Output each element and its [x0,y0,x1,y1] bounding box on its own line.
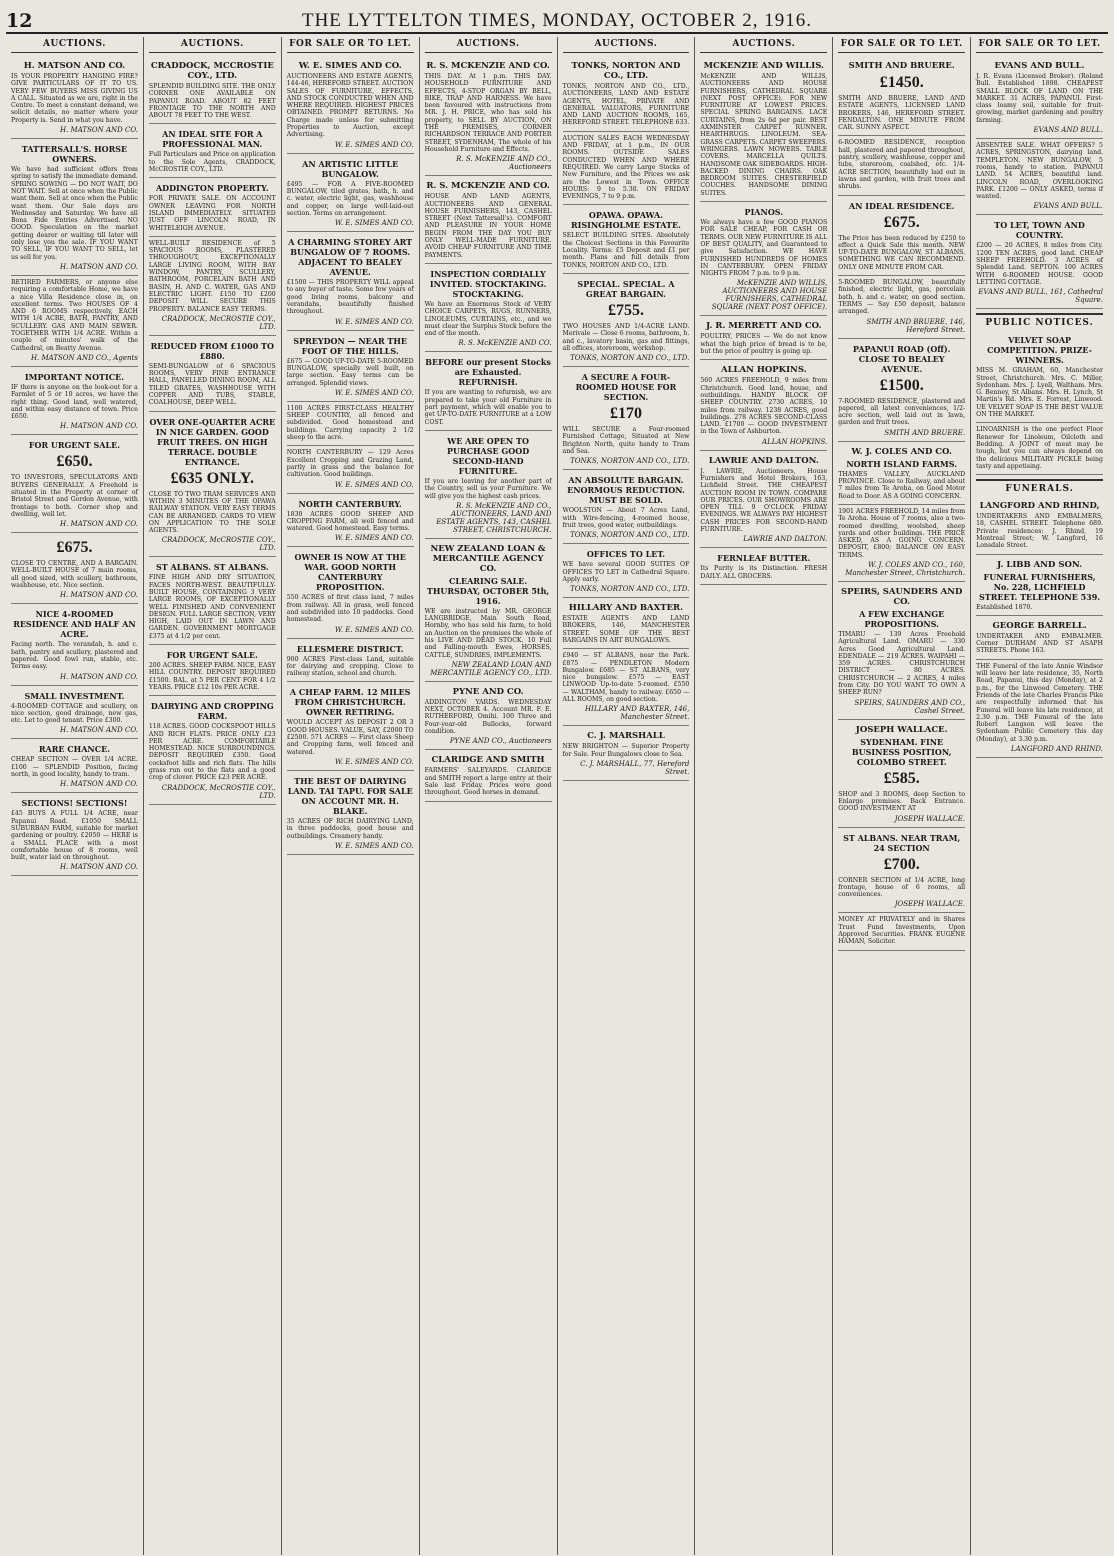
ad-signature: W. J. COLES AND CO., 160, Manchester Street, Christchurch. [845,560,966,577]
ad-body: If you are wanting to refurnish, we are prepared to take your old Furniture in part payment, which will enable you to get UP-TO-DATE FURNITURE at a LOW COST. [424,389,552,426]
ad-heading: SYDENHAM. FINE BUSINESS POSITION, COLOMBO STREET. [851,736,952,767]
advertisement [838,720,965,828]
advertisement [425,431,552,539]
ad-body: THIS DAY. At 1 p.m. THIS DAY. HOUSEHOLD FURNITURE AND EFFECTS, 4-STOP ORGAN BY BELL, BIKE, TRAP AND HARNESS. We have been favoured with instructions from MR. J. H. PRICE, who has sold his property, to SELL BY AUCTION, ON THE PREMISES, CORNER RICHARDSON TERRACE AND PORTER STREET, SYDENHAM, The whole of his Household Furniture and Effects. [424,73,552,153]
ad-signature: R. S. McKENZIE AND CO. [458,339,552,348]
ad-body: AUCTION SALES EACH WEDNESDAY AND FRIDAY, at 1 p.m., IN OUR ROOMS. OUTSIDE SALES CONDUCTED WHEN AND WHERE REQUIRED. We carry Large Stocks of New Furniture, and the Prices we ask are the Lowest in Town. OFFICE HOURS: 9 to 5.30. ON FRIDAY EVENINGS, 7 to 9 p.m. [562,134,690,201]
ad-title: C. J. MARSHALL [587,731,665,742]
ad-body: WOOLSTON — About 7 Acres Land, with Wire-fencing, 4-roomed house, fruit trees, good water, outbuildings. [562,507,690,529]
advertisement [838,339,965,442]
ad-price: £170 [609,405,642,423]
ad-body: We have an Enormous Stock of VERY CHOICE CARPETS, RUGS, RUNNERS, LINOLEUMS, CURTAINS, etc., and we must clear the Surplus Stock before the end of the month. [424,300,552,338]
column-5 [558,37,696,1555]
advertisement [149,645,276,696]
ad-price: £700. [883,855,920,873]
ad-body: TIMARU — 139 Acres Freehold Agricultural Land. OMARU — 330 Acres Good Agricultural Land. EDENDALE — 219 ACRES. WAIPAHI — 359 ACRES. CHRISTCHURCH DISTRICT — 80 ACRES. CHRISTCHURCH — 2 ACRES, 4 miles from City. DO YOU WANT TO OWN A SHEEP RUN? [838,630,966,697]
ad-heading: OWNER IS NOW AT THE WAR. GOOD NORTH CANTERBURY PROPOSITION. [294,552,406,593]
ad-title: EVANS AND BULL. [994,61,1085,71]
advertisement [425,352,552,430]
advertisement [287,56,414,154]
ad-signature: H. MATSON AND CO. [60,863,138,872]
advertisement [287,446,414,493]
advertisement [838,56,965,136]
ad-signature: H. MATSON AND CO. [60,591,138,600]
ad-body: McKENZIE AND WILLIS, AUCTIONEERS AND HOUSE FURNISHERS, CATHEDRAL SQUARE (NEXT POST OFFICE). FOR NEW FURNITURE AT LOWEST PRICES. SPECIAL SPRING BARGAINS. LACE CURTAINS, from 2s 6d per pair. BEST AXMINSTER CARPET RUNNER. HEARTHRUGS. LINOLEUM. SEA-GRASS CARPETS. CARPET SWEEPERS. WRINGERS. LAWN MOWERS. TABLE COVERS. MARCELLA QUILTS. HANDSOME OAK SIDEBOARDS. HIGH-BACKED DINING CHAIRS. OAK BEDROOM SUITES. CHESTERFIELD COUCHES. HANDSOME DINING SUITES. [700,73,828,197]
column-7 [833,37,971,1555]
ad-body: UNDERTAKERS AND EMBALMERS, 18, CASHEL STREET. Telephone 689. Private residences: J. Rhind, 19 Montreal Street; W. Langford, 16 Lonsdale Street. [976,513,1103,550]
ad-heading: WE ARE OPEN TO PURCHASE GOOD SECOND-HAND FURNITURE. [446,435,530,476]
ad-body: CLOSE TO TWO TRAM SERVICES AND WITHIN 3 MINUTES OF THE OPAWA RAILWAY STATION. VERY EASY TERMS CAN BE ARRANGED. CARDS TO VIEW ON APPLICATION TO THE SOLE AGENTS. [148,490,276,535]
ad-heading: AN ABSOLUTE BARGAIN. ENORMOUS REDUCTION. MUST BE SOLD. [567,475,685,506]
ad-body: ESTATE AGENTS AND LAND BROKERS, 146, MANCHESTER STREET. SOME OF THE BEST BARGAINS IN ART BUNGALOWS. [562,615,690,644]
ad-heading: RARE CHANCE. [38,744,110,755]
advertisement [149,412,276,558]
column-header: AUCTIONS. [425,37,552,53]
ad-body: 6-ROOMED RESIDENCE, reception hall, plastered and papered throughout, pantry, scullery, washhouse, copper and tubs, storeroom, coalshed, etc. 1/4-ACRE SECTION, beautifully laid out in lawns and garden, with fruit trees and shrubs. [838,139,966,191]
ad-title: J. R. MERRETT AND CO. [706,321,822,332]
advertisement [11,367,138,435]
column-1 [6,37,144,1555]
advertisement [700,360,827,450]
ad-price: £1500. [879,376,924,394]
ad-body: SEMI-BUNGALOW of 6 SPACIOUS ROOMS, VERY FINE ENTRANCE HALL, PANELLED DINING ROOM, ALL TILED GRATES, WASHHOUSE WITH COPPER AND TUBS, STABLE, COALHOUSE, DEEP WELL. [148,362,276,407]
advertisement [838,505,965,582]
ad-title: W. J. COLES AND CO. [851,446,952,457]
ad-heading: OVER ONE-QUARTER ACRE IN NICE GARDEN. GOOD FRUIT TREES. ON HIGH TERRACE. DOUBLE ENTRANCE. [149,416,276,467]
advertisement [425,176,552,264]
section-heading: FUNERALS. [976,479,1103,494]
advertisement [11,276,138,367]
ad-signature: H. MATSON AND CO., Agents [30,353,138,362]
ad-body: AUCTIONEERS AND ESTATE AGENTS, 144-46, HEREFORD STREET. AUCTION SALES OF FURNITURE, EFFECTS, AND STOCK CONDUCTED WHEN AND WHERE REQUIRED. HIGHEST PRICES OBTAINED. PROMPT RETURNS. No Charge made unless for submitting Properties to Auction, except Advertising. [286,73,414,139]
advertisement [287,771,414,855]
advertisement [287,494,414,548]
advertisement [563,544,690,598]
ad-heading: ST ALBANS. ST ALBANS. [156,562,269,573]
ad-heading: A CHEAP FARM. 12 MILES FROM CHRISTCHURCH. OWNER RETIRING. [289,687,411,718]
ad-heading: A FEW EXCHANGE PROPOSITIONS. [859,608,945,629]
advertisement [287,154,414,232]
ad-title: ALLAN HOPKINS. [720,365,807,376]
ad-body: TWO HOUSES AND 1/4-ACRE LAND. Merivale — Close 6 rooms, bathroom, h. and c., lavatory basin, gas and fittings, all offices, storeroom, workshop. [562,322,690,352]
ad-signature: W. E. SIMES AND CO. [334,757,414,766]
advertisement [563,56,690,132]
advertisement [149,336,276,412]
advertisement [563,367,690,470]
advertisement [976,555,1103,616]
advertisement [149,178,276,236]
ad-signature: W. E. SIMES AND CO. [334,841,414,850]
advertisement [976,496,1103,554]
ad-signature: SMITH AND BRUERE. [884,428,966,437]
ad-signature: H. MATSON AND CO. [60,422,138,431]
ad-body: SHOP and 3 ROOMS, deep Section to Enlarge premises. Back Entrance. GOOD INVESTMENT AT [838,790,966,813]
ad-body: IF there is anyone on the look-out for a Farmlet of 5 or 10 acres, we have the right thing. Good land, well watered, and within easy distance of town. Price £650. [11,383,138,421]
ad-heading: TO LET, TOWN AND COUNTRY. [994,220,1085,241]
ad-signature: EVANS AND BULL. [1033,202,1103,211]
ad-title: LANGFORD AND RHIND, [979,501,1100,512]
ad-title: CRADDOCK, MCCROSTIE COY., LTD. [150,61,274,81]
ad-body: Its Purity is its Distinction. FRESH DAILY. ALL GROCERS. [700,565,828,580]
ad-body: WILL SECURE a Four-roomed Furnished Cottage, Situated at New Brighton North, quite handy to Tram and Sea. [562,426,690,456]
ad-body: The Price has been reduced by £250 to effect a Quick Sale this month. NEW UP-TO-DATE BUNGALOW, ST ALBANS. SOMETHING WE CAN RECOMMEND. ONLY ONE MINUTE FROM CAR. [838,234,966,271]
advertisement [149,557,276,645]
advertisement [976,330,1103,423]
ad-body: THE Funeral of the late Annie Windsor will leave her late residence, 35, North Road, Papanui, this day (Monday), at 2 p.m., for the Linwood Cemetery. THE Friends of the late Charles Francis Pike are respectfully informed that his Funeral will leave his late residence, at 2.30 p.m. THE Funeral of the late Robert Langson will leave the Sydenham Public Cemetery this day (Monday), at 3.30 p.m. [976,662,1103,743]
ad-signature: HILLARY AND BAXTER, 146, Manchester Street. [584,705,690,722]
column-header: AUCTIONS. [563,37,690,53]
column-3 [282,37,420,1555]
ad-body: TONKS, NORTON AND CO., LTD., AUCTIONEERS, LAND AND ESTATE AGENTS, HOTEL, PRIVATE AND GENERAL VALUATORS, FURNITURE AND LAND AUCTION ROOMS, 165, HEREFORD STREET. TELEPHONE 633. [562,83,690,127]
advertisement [838,196,965,276]
advertisement [149,124,276,178]
column-4 [420,37,558,1555]
ad-body: MONEY AT PRIVATELY and in Shares Trust Fund Investments, Upon Approved Securities. FRANK EUGENE HAMAN, Solicitor. [838,916,966,946]
ad-signature: R. S. McKENZIE AND CO., AUCTIONEERS, LAND AND ESTATE AGENTS, 143, CASHEL STREET, CHRISTCHURCH. [436,501,552,534]
ad-body: 1830 ACRES GOOD SHEEP AND CROPPING FARM, all well fenced and watered. Good homestead. Easy terms. [286,510,414,533]
section-heading: PUBLIC NOTICES. [976,313,1103,328]
ad-signature: TONKS, NORTON AND CO., LTD. [570,354,690,363]
ad-heading: FERNLEAF BUTTER. [717,553,811,564]
ad-body: 35 ACRES OF RICH DAIRYING LAND, in three paddocks, good house and outbuildings. Creamery handy. [286,817,414,840]
ad-signature: W. E. SIMES AND CO. [334,625,414,634]
ad-heading: SMALL INVESTMENT. [24,690,125,701]
ad-body: £1500 — THIS PROPERTY WILL appeal to any buyer of taste. Some few years of good living rooms, balcony and verandahs, beautifully finished throughout. [286,279,414,316]
column-8 [971,37,1108,1555]
advertisement [976,56,1103,139]
ad-title: JOSEPH WALLACE. [855,724,948,735]
advertisement [976,660,1103,758]
ad-body: MISS M. GRAHAM, 60, Manchester Street, Christchurch. Mrs. C. Miller, Sydenham. Mrs. J. Lyell, Waltham. Mrs. G. Benney, St Albans. Mrs. H. Lynch, St Martin's Rd. Mrs. E. Forrest, Linwood. UE VELVET SOAP IS THE BEST VALUE ON THE MARKET. [976,367,1103,419]
ad-body: FINE HIGH AND DRY SITUATION, FACES NORTH-WEST. BEAUTIFULLY-BUILT HOUSE, CONTAINING 3 VERY LARGE ROOMS, OF EXCEPTIONALLY WELL FINISHED AND CONVENIENT DESIGN. FULL LARGE SECTION, VERY HIGH, LAID OUT IN LAWN AND GARDEN. GOVERNMENT MORTGAGE £375 at 4 1/2 per cent. [148,574,276,640]
ad-body: IS YOUR PROPERTY HANGING FIRE? GIVE PARTICULARS OF IT TO US. VERY FEW BUYERS MISS GIVING US A CALL. Situated as we are, right in the Centre. To meet a constant demand, we solicit details, no matter where your Property is. Send in what you have. [11,73,138,124]
ad-signature: H. MATSON AND CO. [60,262,138,271]
ad-price: £585. [883,769,920,787]
ad-title: MCKENZIE AND WILLIS. [703,61,824,71]
advertisement [425,682,552,750]
ad-body: 560 ACRES FREEHOLD, 9 miles from Christchurch. Good land, house, and outbuildings. HANDY BLOCK OF SHEEP COUNTRY. 2730 ACRES, 10 miles from railway. 1238 ACRES, good buildings. 278 ACRES SECOND-CLASS LAND. £1700 — GOOD INVESTMENT in the Town of Ashburton. [700,377,828,436]
ad-body: WE have several GOOD SUITES OF OFFICES TO LET in Cathedral Square. Apply early. [562,561,690,583]
ad-heading: REDUCED FROM £1000 TO £880. [150,340,274,361]
ad-body: 1901 ACRES FREEHOLD, 14 miles from Te Aroha. House of 7 rooms, also a two-roomed dwelling, woolshed, sheep yards and other buildings. THE PRICE ASKED, AS A GOING CONCERN. DEPOSIT, £800; BALANCE ON EASY TERMS. [838,507,966,559]
ad-price: £675. [883,213,920,231]
ad-signature: TONKS, NORTON AND CO., LTD. [570,585,690,594]
ad-heading: CLEARING SALE. THURSDAY, OCTOBER 5th, 1916. [426,575,550,606]
column-header: AUCTIONS. [149,37,276,53]
ad-body: 900 ACRES First-class Land, suitable for dairying and cropping. Close to railway station, school and church. [286,655,414,678]
ad-body: SPLENDID BUILDING SITE. THE ONLY CORNER ONE AVAILABLE ON PAPANUI ROAD. ABOUT 82 FEET FRONTAGE TO THE NORTH AND ABOUT 78 FEET TO THE WEST. [148,83,276,120]
ad-body: WELL-BUILT RESIDENCE of 5 SPACIOUS ROOMS, PLASTERED THROUGHOUT, EXCEPTIONALLY LARGE LIVING ROOM, WITH BAY WINDOW, PANTRY, SCULLERY, BATHROOM, PORCELAIN BATH AND BASIN, H. AND C. WATER, GAS AND ELECTRIC LIGHT. £150 TO £200 DEPOSIT WILL SECURE THIS PROPERTY. BALANCE EASY TERMS. [148,239,276,313]
ad-signature: H. MATSON AND CO. [60,780,138,789]
ad-signature: R. S. McKENZIE AND CO., Auctioneers [456,155,552,172]
ad-signature: EVANS AND BULL, 161, Cathedral Square. [978,288,1103,305]
advertisement [149,237,276,336]
ad-body: 7-ROOMED RESIDENCE, plastered and papered, all latest conveniences, 1/2-acre section, well laid out in lawn, garden and fruit trees. [838,397,966,427]
ad-body: CHEAP SECTION — OVER 1/4 ACRE. £100 — SPLENDID Position, facing north, in good locality, handy to tram. [11,756,138,779]
ad-title: R. S. MCKENZIE AND CO. [426,181,550,192]
advertisement [563,598,690,649]
ad-heading: ST ALBANS. NEAR TRAM, 24 SECTION [843,832,961,853]
ad-body: £200 — 20 ACRES, 8 miles from City. 1200 TEN ACRES, good land. CHEAP SHEEP FREEHOLD. 3 ACRES of Splendid Land. SEPTON. 100 ACRES WITH 6-ROOMED HOUSE. GOOD LETTING COTTAGE. [976,242,1103,286]
ad-heading: AN ARTISTIC LITTLE BUNGALOW. [302,158,399,179]
ad-body: WE are instructed by MR. GEORGE LANGBRIDGE, Main South Road, Hornby, who has sold his farm, to hold an Auction on the premises the whole of his LIVE AND DEAD STOCK. 10 Full and Falling-mouth Ewes, HORSES, CATTLE, SUNDRIES, IMPLEMENTS. [424,607,552,659]
advertisement [700,451,827,549]
advertisement [976,215,1103,309]
ad-price: £650. [56,453,93,471]
ad-signature: H. MATSON AND CO. [60,672,138,681]
columns-container [6,37,1108,1555]
ad-signature: W. E. SIMES AND CO. [334,534,414,543]
ad-body: UNDERTAKER AND EMBALMER. Corner DURHAM AND ST ASAPH STREETS. Phone 163. [976,632,1103,655]
ad-body: LINOARNISH is the one perfect Floor Renewer for Linoleum, Oilcloth and Bedding. A JOINT of meat may be tough, but you can always depend on the delicious MILITARY PICKLE being tasty and appetising. [976,426,1103,470]
ad-title: SPEIRS, SAUNDERS AND CO. [840,586,963,607]
ad-signature: W. E. SIMES AND CO. [334,140,414,149]
ad-title: NEW ZEALAND LOAN & MERCANTILE AGENCY CO. [430,543,546,574]
advertisement [287,547,414,638]
ad-signature: SPEIRS, SAUNDERS AND CO., Cashel Street. [854,698,966,715]
ad-price: £1450. [879,74,924,91]
ad-heading: SPECIAL. SPECIAL. A GREAT BARGAIN. [577,278,675,299]
ad-signature: EVANS AND BULL. [1033,126,1103,135]
ad-body: RETIRED FARMERS, or anyone else requiring a comfortable Home, we have a nice Villa Residence close in, on excellent terms. Two HOUSES OF 4 AND 6 ROOMS respectively, EACH WITH 1/4 ACRE, BATH, PANTRY, AND SCULLERY. GAS AND MAIN SEWER. TOGETHER WITH 1/4 ACRE. Within a couple of minutes' walk of the Cathedral, on Beatty Avenue. [11,278,138,352]
ad-price: £635 ONLY. [170,469,254,487]
column-header: FOR SALE OR TO LET. [287,37,414,53]
ad-signature: W. E. SIMES AND CO. [334,388,414,397]
ad-body: 1100 ACRES FIRST-CLASS HEALTHY SHEEP COUNTRY, all fenced and subdivided. Good homestead and buildings. Carrying capacity 2 1/2 sheep to the acre. [286,404,414,442]
advertisement [11,604,138,685]
advertisement [425,56,552,176]
ad-title: LAWRIE AND DALTON. [708,455,819,466]
ad-heading: OPAWA. OPAWA. RISINGHOLME ESTATE. [570,210,681,231]
advertisement [11,686,138,740]
ad-signature: W. E. SIMES AND CO. [334,317,414,326]
ad-heading: THE BEST OF DAIRYING LAND. TAI TAPU. FOR SALE ON ACCOUNT MR. H. BLAKE. [287,775,413,816]
ad-heading: PIANOS. [744,207,784,218]
ad-body: £940 — ST ALBANS, near the Park. £875 — PENDLETON Modern Bungalow. £685 — ST ALBANS, very nice bungalow. £575 — EAST LINWOOD Up-to-date 5-roomed. £550 — WALTHAM, handy to railway. £650 — ALL ROOMS, on good section. [562,652,690,704]
ad-signature: McKENZIE AND WILLIS, AUCTIONEERS AND HOUSE FURNISHERS, CATHEDRAL SQUARE (NEXT POST OFFICE). [711,279,828,312]
ad-heading: NORTH ISLAND FARMS. [846,458,958,469]
ad-body: ABSENTEE SALE. WHAT OFFERS? 5 ACRES, SPRINGSTON, dairying land. TEMPLETON. NEW BUNGALOW, 5 rooms, handy to station. PAPANUI LAND. 54 ACRES, beautiful land. LINCOLN ROAD, OVERLOOKING PARK. £1200 — ONLY ASKED, terms if wanted. [976,142,1103,201]
ad-heading: A SECURE A FOUR-ROOMED HOUSE FOR SECTION. [575,372,677,403]
ad-heading: NICE 4-ROOMED RESIDENCE AND HALF AN ACRE. [13,609,136,640]
ad-heading: FOR URGENT SALE. [166,650,258,661]
ad-signature: W. E. SIMES AND CO. [334,219,414,228]
advertisement [425,539,552,682]
advertisement [976,616,1103,660]
ad-body: FARMERS' SALEYARDS. CLARIDGE and SMITH report a large entry at their Sale last Friday. Prices were good throughout. Good horses in demand. [424,767,552,797]
ad-title: W. E. SIMES AND CO. [298,61,402,71]
ad-signature: LAWRIE AND DALTON. [743,535,828,544]
advertisement [149,696,276,804]
ad-body: TO INVESTORS, SPECULATORS AND BUYERS GENERALLY. A Freehold is situated in the Property at corner of Bristol Street and Gordon Avenue, with frontage to both. Corner shop and dwelling, well let. [11,474,138,518]
advertisement [700,56,827,202]
advertisement [838,582,965,720]
ad-body: CLOSE TO CENTRE, AND A BARGAIN. WELL-BUILT HOUSE of 7 main rooms, all good sized, with scullery, bathroom, washhouse, etc. Nice section. [11,560,138,590]
ad-heading: OFFICES TO LET. [586,549,666,560]
advertisement [11,435,138,533]
advertisement [425,264,552,352]
advertisement [287,402,414,446]
ad-heading: PAPANUI ROAD (Off). CLOSE TO BEALEY AVENUE. [852,343,951,374]
ad-title: CLARIDGE AND SMITH [431,755,545,766]
ad-body: 200 ACRES. SHEEP FARM. NICE, EASY HILL COUNTRY. DEPOSIT REQUIRED £1500. BAL. at 5 PER CENT FOR 4 1/2 YEARS. PRICE £12 10s PER ACRE. [148,662,276,691]
ad-heading: TATTERSALL'S. HORSE OWNERS. [21,144,128,165]
ad-title: HILLARY AND BAXTER. [568,603,684,614]
ad-signature: CRADDOCK, McCROSTIE COY., LTD. [161,536,276,553]
advertisement [287,682,414,770]
ad-title: J. LIBB AND SON. [997,559,1083,570]
advertisement [425,750,552,801]
ad-body: 118 ACRES. GOOD COCKSPOOT HILLS AND RICH FLATS. PRICE ONLY £23 PER ACRE. COMFORTABLE HOMESTEAD. NICE SURROUNDINGS. DEPOSIT REQUIRED £350. Good cocksfoot hills and rich flats. The hills grass run out to the flats and a good crop of clover. PRICE £23 PER ACRE. [148,723,276,782]
ad-signature: TONKS, NORTON AND CO., LTD. [570,531,690,540]
ad-heading: INSPECTION CORDIALLY INVITED. STOCKTAKING. STOCKTAKING. [429,268,547,299]
ad-signature: H. MATSON AND CO. [60,126,138,135]
ad-signature: W. E. SIMES AND CO. [334,480,414,489]
advertisement [149,56,276,124]
ad-body: FOR PRIVATE SALE. ON ACCOUNT OWNER LEAVING FOR NORTH ISLAND IMMEDIATELY. SITUATED JUST OFF LINCOLN ROAD, IN WHITELEIGH AVENUE. [148,195,276,232]
ad-heading: VELVET SOAP COMPETITION. PRIZE-WINNERS. [987,335,1092,366]
ad-signature: ALLAN HOPKINS. [762,437,828,446]
advertisement [838,913,965,950]
ad-body: We have had sufficient offers from spring to satisfy the immediate demand. SPRING SOWING — DO NOT WAIT, DO NOT WAIT. Sell at once when the Public want them. Sell at once when the Public want them. Our Sale days are Wednesday and Saturday. We have all Bona Fide Entries Advertised. NO GOOD. Speculation on the market getting dearer or waiting till later will only lose you the sale. IF YOU WANT TO SELL, IF YOU WANT TO SELL, let us sell for you. [11,166,138,261]
page-number: 12 [6,10,33,32]
ad-heading: ELLESMERE DISTRICT. [296,643,404,654]
ad-price: £755. [607,301,644,319]
column-6 [695,37,833,1555]
ad-body: ADDINGTON YARDS. WEDNESDAY NEXT, OCTOBER 4. Account MR. F. E. RUTHERFORD, Omihi. 100 Three and Four-year-old Bullocks, forward condition. [424,698,552,736]
ad-body: J. LAWRIE, Auctioneers, House Furnishers and Hotel Brokers, 163, Lichfield Street. THE CHEAPEST AUCTION ROOM IN TOWN. COMPARE OUR PRICES. OUR SHOWROOMS ARE OPEN TILL 9 O'CLOCK FRIDAY EVENINGS. WE ALWAYS PAY HIGHEST CASH PRICES FOR SECOND-HAND FURNITURE. [700,467,828,534]
ad-body: £45 BUYS A FULL 1/4 ACRE, near Papanui Road. £1050 SMALL SUBURBAN FARM, suitable for market gardening or poultry. £2050 — HERE is a SMALL PLACE with a most comfortable house of 8 rooms, well built, water laid on throughout. [11,810,138,862]
advertisement [700,316,827,360]
advertisement [838,136,965,195]
advertisement [976,423,1103,475]
advertisement [976,139,1103,215]
ad-body: POULTRY, PRICES — We do not know what the high price of bread is to be, but the price of poultry is going up. [700,333,828,356]
ad-body: We always have a few GOOD PIANOS FOR SALE CHEAP, FOR CASH OR TERMS. OUR NEW FURNITURE IS ALL OF BEST QUALITY, and Guaranteed to give Satisfaction. WE HAVE FURNISHED HUNDREDS OF HOMES IN CANTERBURY. OPEN FRIDAY NIGHTS FROM 7 p.m. to 9 p.m. [700,219,828,278]
advertisement [838,276,965,338]
ad-signature: H. MATSON AND CO. [60,520,138,529]
ad-signature: JOSEPH WALLACE. [894,814,966,823]
advertisement [563,205,690,273]
ad-body: SELECT BUILDING SITES. Absolutely the Choicest Sections in this Favourite Locality. Terms: £5 Deposit and £1 per month. Plans and full details from TONKS, NORTON AND CO., LTD. [562,232,690,269]
ad-signature: CRADDOCK, McCROSTIE COY., LTD. [161,314,276,331]
ad-body: HOUSE AND LAND AGENTS, AUCTIONEERS AND GENERAL HOUSE FURNISHERS, 143, CASHEL STREET (Next Tattersall's). COMFORT AND PLEASURE IN YOUR HOME BEGIN FROM THE DAY YOU BUY ONLY WELL-MADE FURNITURE. AVOID CHEAP FURNITURE AND TIME PAYMENTS. [424,193,552,259]
advertisement [563,470,690,544]
ad-body: If you are leaving for another part of the Country, sell us your Furniture. We will give you the highest cash prices. [424,477,552,500]
advertisement [700,202,827,316]
advertisement [563,132,690,206]
newspaper-title: THE LYTTELTON TIMES, MONDAY, OCTOBER 2, 1916. [301,10,813,31]
ad-heading: NORTH CANTERBURY. [298,498,402,509]
ad-title: PYNE AND CO. [452,686,524,697]
ad-heading: FOR URGENT SALE. [28,440,121,451]
advertisement [563,726,690,781]
ad-heading: FUNERAL FURNISHERS, No. 228, LICHFIELD STREET. TELEPHONE 539. [979,571,1101,602]
ad-body: 4-ROOMED COTTAGE and scullery, on nice section, good drainage, new gas, etc. Let to good tenant. Price £300. [11,702,138,725]
column-header: FOR SALE OR TO LET. [838,37,965,53]
ad-title: R. S. MCKENZIE AND CO. [426,61,550,71]
ad-body: £495 — FOR A FIVE-ROOMED BUNGALOW, tiled grates, bath, h. and c. water, electric light, gas, washhouse and copper, on large well-laid-out section. Terms on arrangement. [286,180,414,217]
ad-body: J. R. Evans (Licensed Broker). (Roland Bull. Established 1898. CHEAPEST SMALL BLOCK OF LAND ON THE MARKET. 31 ACRES, PAPANUI. First-class loamy soil, suitable for fruit-growing, market gardening and poultry farming. [976,73,1103,124]
ad-signature: SMITH AND BRUERE, 146, Hereford Street. [866,317,966,334]
ad-body: CORNER SECTION of 1/4 ACRE, long frontage, house of 6 rooms, all conveniences. [838,876,966,899]
masthead [6,4,1108,34]
ad-title: TONKS, NORTON AND CO., LTD. [571,61,681,81]
ad-body: NORTH CANTERBURY — 129 Acres Excellent Cropping and Grazing Land, partly in grass and the balance for cultivation. Good buildings. [286,449,414,479]
ad-body: THAMES VALLEY, AUCKLAND PROVINCE. Close to Railway, and about 7 miles from Te Aroha, on Good Motor Road to Door. AS A GOING CONCERN. [838,470,966,500]
ad-body: Full Particulars and Price on application to the Sole Agents, CRADDOCK, McCROSTIE COY., LTD. [148,151,276,174]
ad-title: H. MATSON AND CO. [23,61,126,71]
ad-signature: LANGFORD AND RHIND. [1011,745,1103,754]
column-2 [144,37,282,1555]
ad-heading: AN IDEAL RESIDENCE. [848,200,955,211]
ad-price: £675. [56,539,93,557]
ad-body: NEW BRIGHTON — Superior Property for Sale. Four Bungalows close to Sea. [562,743,690,758]
ad-signature: NEW ZEALAND LOAN AND MERCANTILE AGENCY CO., LTD. [430,660,552,677]
ad-body: Facing north. The verandah, h. and c. bath, pantry and scullery, plastered and papered. Good fowl run, stable, etc. Terms easy. [11,641,138,671]
column-header: AUCTIONS. [700,37,827,53]
advertisement [838,442,965,505]
ad-heading: DAIRYING AND CROPPING FARM. [150,701,274,722]
ad-title: GEORGE BARRELL. [992,620,1087,631]
ad-signature: TONKS, NORTON AND CO., LTD. [570,457,690,466]
advertisement [287,639,414,683]
advertisement [11,533,138,604]
advertisement [11,739,138,793]
ad-heading: SECTIONS! SECTIONS! [21,798,128,809]
advertisement [11,56,138,139]
ad-signature: CRADDOCK, McCROSTIE COY., LTD. [161,783,276,800]
ad-heading: ADDINGTON PROPERTY. [155,183,269,194]
advertisement [287,232,414,330]
ad-body: SMITH AND BRUERE, LAND AND ESTATE AGENTS, LICENSED LAND BROKERS, 146, HEREFORD STREET. FENDALTON. ONE MINUTE FROM CAR. SUNNY ASPECT. [838,95,966,132]
ad-body: 5-ROOMED BUNGALOW, beautifully finished, electric light, gas, porcelain bath, h. and c. water, on good section. TERMS — Say £50 deposit, balance arranged. [838,279,966,316]
advertisement [700,548,827,585]
ad-body: 550 ACRES of first class land, 7 miles from railway. All in grass, well fenced and subdivided into 10 paddocks. Good homestead. [286,594,414,624]
advertisement [287,331,414,402]
ad-heading: BEFORE our present Stocks are Exhausted. REFURNISH. [425,357,551,388]
ad-heading: IMPORTANT NOTICE. [24,371,124,382]
ad-signature: JOSEPH WALLACE. [894,900,966,909]
column-header: FOR SALE OR TO LET. [976,37,1103,53]
ad-heading: A CHARMING STOREY ART BUNGALOW OF 7 ROOMS. ADJACENT TO BEALEY AVENUE. [288,237,413,278]
ad-heading: SPREYDON — NEAR THE FOOT OF THE HILLS. [293,335,408,356]
advertisement [11,139,138,276]
ad-body: WOULD ACCEPT AS DEPOSIT 2 OR 3 GOOD HOUSES. VALUE, SAY, £2000 TO £2500. 571 ACRES — First class Sheep and Cropping farm, well fenced and watered. [286,719,414,756]
column-header: AUCTIONS. [11,37,138,53]
ad-signature: C. J. MARSHALL, 77, Hereford Street. [580,759,690,776]
advertisement [838,828,965,914]
ad-signature: PYNE AND CO., Auctioneers [449,737,552,746]
ad-title: SMITH AND BRUERE. [848,61,955,71]
advertisement [11,793,138,876]
ad-body: Established 1870. [976,603,1033,611]
ad-body: £675 — GOOD UP-TO-DATE 5-ROOMED BUNGALOW, specially well built, on large section. Easy terms can be arranged. Splendid views. [286,357,414,387]
advertisement [563,274,690,367]
ad-heading: AN IDEAL SITE FOR A PROFESSIONAL MAN. [162,129,263,150]
advertisement [563,649,690,726]
ad-signature: H. MATSON AND CO. [60,726,138,735]
